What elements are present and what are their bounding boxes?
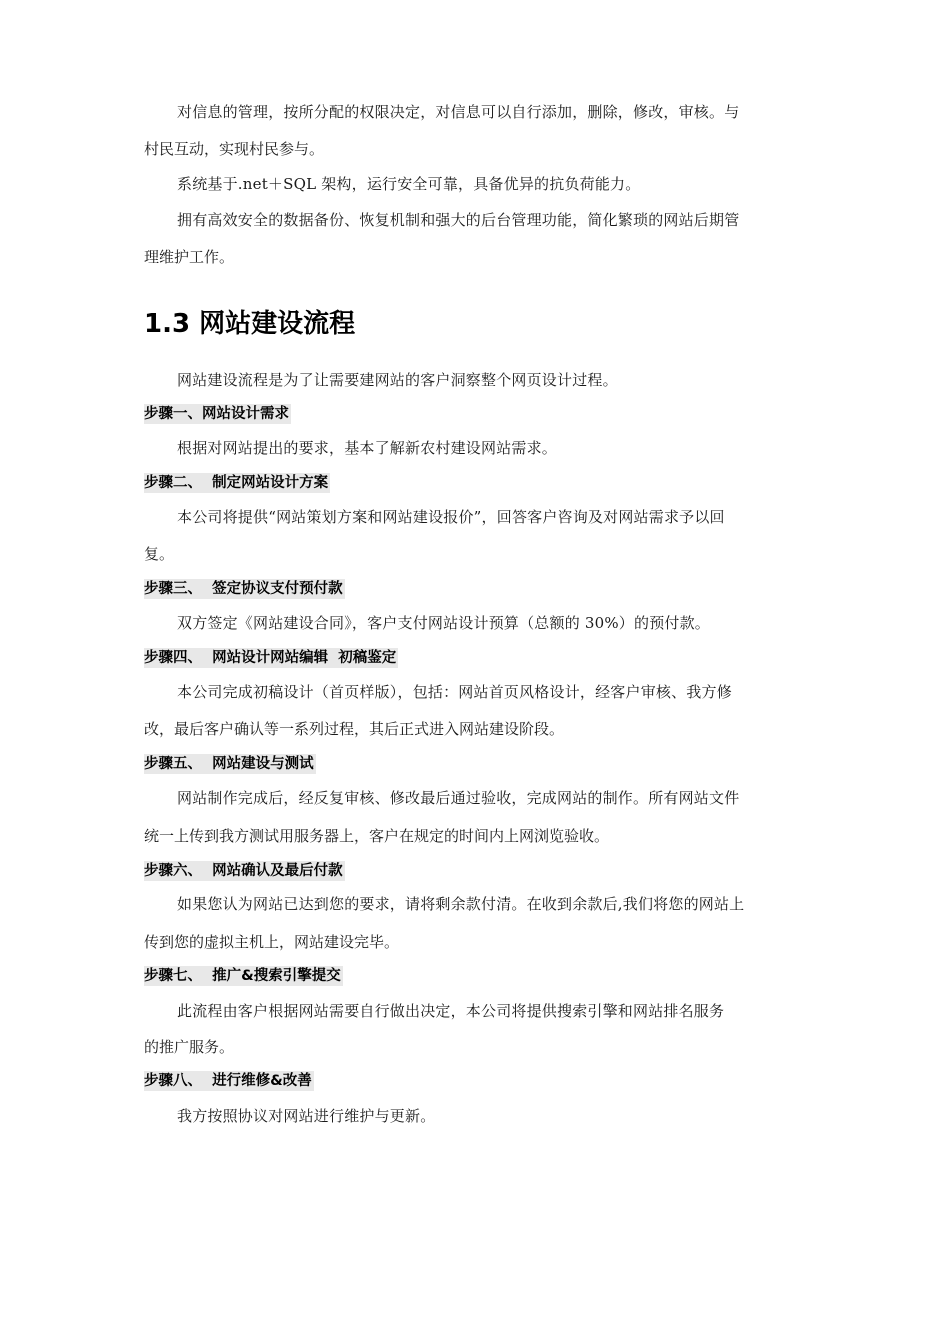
step-6-title: 步骤六、 网站确认及最后付款 bbox=[144, 863, 343, 879]
step-7-text: 此流程由客户根据网站需要自行做出决定，本公司将提供搜索引擎和网站排名服务 bbox=[177, 1002, 725, 1020]
step-6-text-cont: 传到您的虚拟主机上，网站建设完毕。 bbox=[144, 933, 400, 951]
step-2-text-cont: 复。 bbox=[144, 545, 175, 563]
intro-paragraph-3-cont: 理维护工作。 bbox=[144, 248, 235, 266]
intro-paragraph-2: 系统基于.net＋SQL 架构，运行安全可靠，具备优异的抗负荷能力。 bbox=[177, 175, 641, 193]
step-2-text: 本公司将提供“网站策划方案和网站建设报价”，回答客户咨询及对网站需求予以回 bbox=[177, 508, 725, 526]
step-6-text: 如果您认为网站已达到您的要求，请将剩余款付清。在收到余款后,我们将您的网站上 bbox=[177, 895, 745, 913]
step-4-text: 本公司完成初稿设计（首页样版），包括：网站首页风格设计，经客户审核、我方修 bbox=[177, 683, 732, 701]
step-5-text-cont: 统一上传到我方测试用服务器上，客户在规定的时间内上网浏览验收。 bbox=[144, 827, 610, 845]
step-2-title: 步骤二、 制定网站设计方案 bbox=[144, 475, 329, 491]
section-heading: 1.3 网站建设流程 bbox=[144, 309, 356, 339]
step-8-text: 我方按照协议对网站进行维护与更新。 bbox=[177, 1107, 436, 1125]
step-8-title: 步骤八、 进行维修&改善 bbox=[144, 1073, 312, 1089]
step-7-title: 步骤七、 推广&搜索引擎提交 bbox=[144, 968, 341, 984]
intro-paragraph-1-cont: 村民互动，实现村民参与。 bbox=[144, 140, 325, 158]
step-5-text: 网站制作完成后，经反复审核、修改最后通过验收，完成网站的制作。所有网站文件 bbox=[177, 789, 740, 807]
intro-paragraph-1: 对信息的管理，按所分配的权限决定，对信息可以自行添加，删除，修改，审核。与 bbox=[177, 103, 740, 121]
step-1-title: 步骤一、网站设计需求 bbox=[144, 406, 289, 422]
step-4-text-cont: 改，最后客户确认等一系列过程，其后正式进入网站建设阶段。 bbox=[144, 720, 565, 738]
step-3-text: 双方签定《网站建设合同》，客户支付网站设计预算（总额的 30%）的预付款。 bbox=[177, 614, 711, 632]
step-7-text-cont: 的推广服务。 bbox=[144, 1038, 235, 1056]
intro-paragraph-3: 拥有高效安全的数据备份、恢复机制和强大的后台管理功能，简化繁琐的网站后期管 bbox=[177, 211, 740, 229]
section-intro: 网站建设流程是为了让需要建网站的客户洞察整个网页设计过程。 bbox=[177, 371, 618, 389]
step-1-text: 根据对网站提出的要求，基本了解新农村建设网站需求。 bbox=[177, 439, 558, 457]
step-3-title: 步骤三、 签定协议支付预付款 bbox=[144, 581, 343, 597]
step-4-title: 步骤四、 网站设计网站编辑 初稿鉴定 bbox=[144, 650, 397, 666]
step-5-title: 步骤五、 网站建设与测试 bbox=[144, 756, 314, 772]
